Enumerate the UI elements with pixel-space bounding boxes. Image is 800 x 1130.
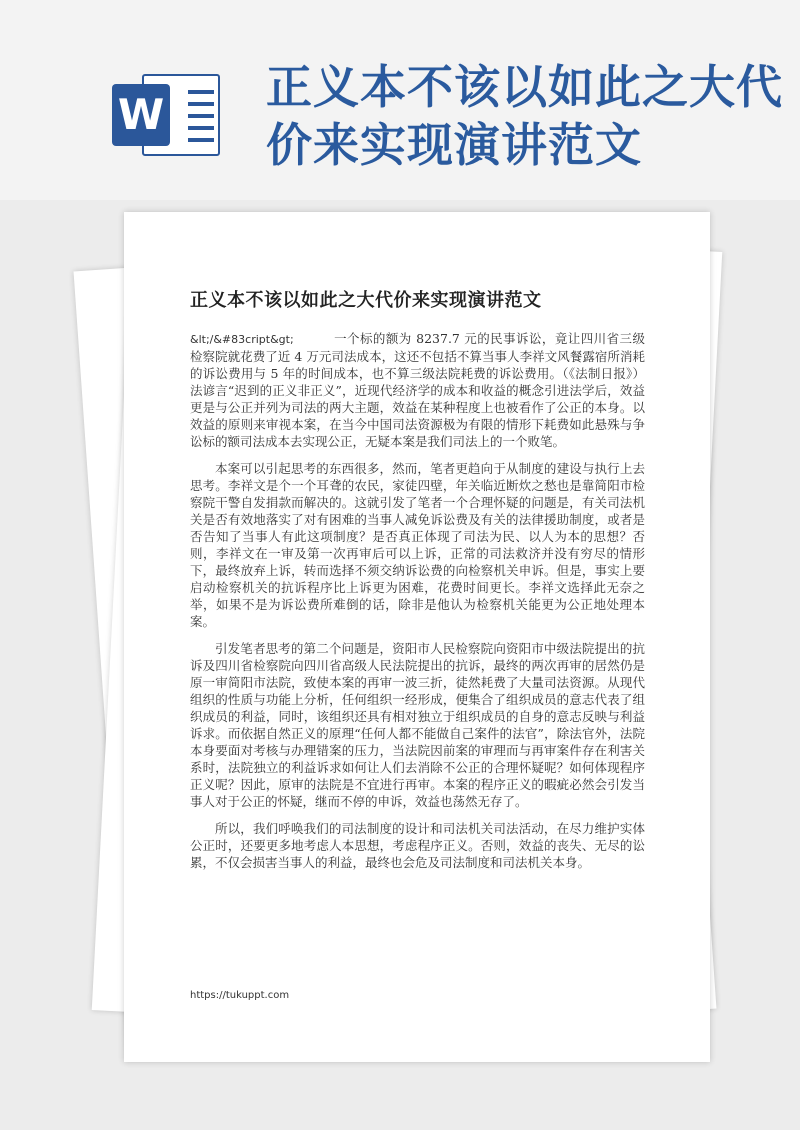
document-body xyxy=(190,330,645,881)
document-page xyxy=(124,212,710,1062)
code-fragment: &lt;/&#83cript&gt; xyxy=(190,333,294,346)
document-title: 正义本不该以如此之大代价来实现演讲范文 xyxy=(190,290,542,311)
header-banner xyxy=(0,0,800,200)
source-url[interactable]: https://tukuppt.com xyxy=(190,990,290,1001)
paragraph-4: 所以，我们呼唤我们的司法制度的设计和司法机关司法活动，在尽力维护实体公正时，还要更多地考虑人本思想，考虑程序正义。否则，效益的丧失、无尽的讼累，不仅会损害当事人的利益，最终也会危及司法制度和司法机关本身。 xyxy=(190,821,645,870)
paragraph-3: 引发笔者思考的第二个问题是，资阳市人民检察院向资阳市中级法院提出的抗诉及四川省检察院向四川省高级人民法院提出的抗诉，最终的两次再审的居然仍是原一审简阳市法院，致使本案的再审一波三折，徒然耗费了大量司法资源。从现代组织的性质与功能上分析，任何组织一经形成，便集合了组织成员的意志代表了组织成员的利益，同时，该组织还具有相对独立于组织成员的自身的意志反映与利益诉求。而依据自然正义的原理“任何人都不能做自己案件的法官”，除法官外，法院本身要面对考核与办理错案的压力，当法院因前案的审理而与再审案件存在利害关系时，法院独立的利益诉求如何让人们去消除不公正的合理怀疑呢？如何体现程序正义呢？因此，原审的法院是不宜进行再审。本案的程序正义的暇疵必然会引发当事人对于公正的怀疑，继而不停的申诉，效益也荡然无存了。 xyxy=(190,641,645,809)
word-document-icon xyxy=(112,70,222,160)
word-letter-badge: W xyxy=(112,84,170,146)
page-title: 正义本不该以如此之大代价来实现演讲范文 xyxy=(266,60,783,172)
paragraph-2: 本案可以引起思考的东西很多，然而，笔者更趋向于从制度的建设与执行上去思考。李祥文是个一个耳聋的农民，家徒四壁，年关临近断炊之愁也是靠简阳市检察院干警自发捐款而解决的。这就引发了笔者一个合理怀疑的问题是，有关司法机关是否有效地落实了对有困难的当事人减免诉讼费及有关的法律援助制度，或者是否告知了当事人有此这项制度？是否真正体现了司法为民、以人为本的思想？否则，李祥文在一审及第一次再审后可以上诉，正常的司法救济并没有穷尽的情形下，最终放弃上诉，转而选择不须交纳诉讼费的向检察机关申诉。但是，事实上要启动检察机关的抗诉程序比上诉更为困难，花费时间更长。李祥文选择此无奈之举，如果不是为诉讼费所难倒的话，除非是他认为检察机关能更为公正地处理本案。 xyxy=(190,461,645,629)
paragraph-1: &lt;/&#83cript&gt; 一个标的额为 8237.7 元的民事诉讼，竟让四川省三级检察院就花费了近 4 万元司法成本，这还不包括不算当事人李祥文风餐露宿所消耗的诉讼费用与 5 年的时间成本，也不算三级法院耗费的诉讼费用。（《法制日报》）法谚言“迟到的正义非正义”，近现代经济学的成本和收益的概念引进法学后，效益更是与公正并列为司法的两大主题，效益在某种程度上也被看作了公正的本身。以效益的原则来审视本案，在当今中国司法资源极为有限的情形下耗费如此悬殊与争讼标的额司法成本去实现公正，无疑本案是我们司法上的一个败笔。 xyxy=(190,331,645,449)
